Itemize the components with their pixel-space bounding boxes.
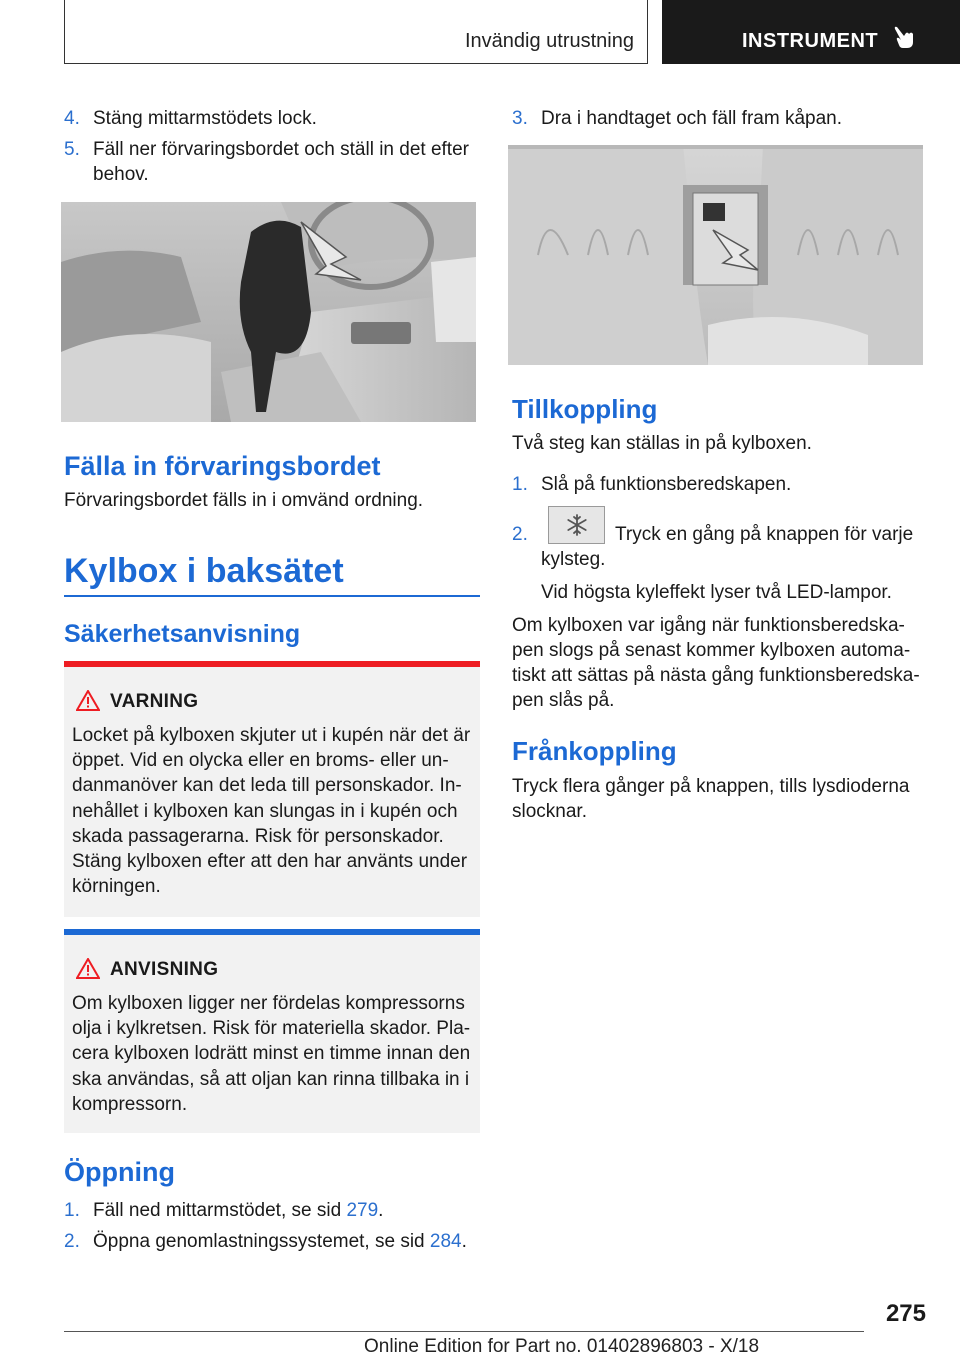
step-number: 4.	[64, 108, 80, 129]
step-text-main: Öppna genomlastningssystemet, se sid	[93, 1231, 430, 1252]
step-text	[93, 1198, 493, 1223]
step-text-main: Fäll ned mittarmstödet, se sid	[93, 1200, 347, 1221]
page-number: 275	[885, 1300, 926, 1327]
heading-safety: Säkerhetsanvisning	[64, 620, 301, 648]
armrest-table-image	[61, 202, 476, 422]
page-link-284[interactable]: 284	[429, 1231, 462, 1252]
switch-on-intro: Två steg kan ställas in på kylboxen.	[512, 433, 812, 454]
heading-opening: Öppning	[64, 1157, 175, 1187]
warning-text: Locket på kylboxen skjuter ut i kupén när det är öppet. Vid en olycka eller en broms- eller un-danmanöver kan det leda till personskador. In-nehållet i kylboxen kan slungas in i kupén och skada passagerarna. Risk för personskador. Stäng kylboxen efter att den har använts under körningen.	[72, 725, 471, 898]
header-section-title: Invändig utrustning	[464, 30, 634, 52]
note-text: Om kylboxen ligger ner fördelas kompressorns olja i kylkretsen. Risk för materiella skador. Pla-cera kylboxen lodrätt minst en timme innan den ska användas, så att oljan kan rinna tillbaka in i kompressorn.	[72, 993, 471, 1115]
note-triangle-icon	[76, 958, 100, 979]
rear-seat-cover-image	[508, 145, 923, 365]
fold-in-text: Förvaringsbordet fälls in i omvänd ordning.	[64, 490, 424, 511]
footer-edition: Online Edition for Part no. 01402896803 - X/18	[364, 1336, 760, 1357]
step-number: 1.	[512, 474, 528, 495]
header-chapter-title: INSTRUMENT	[742, 30, 879, 52]
step-text	[93, 1229, 493, 1254]
header-chapter-tab	[662, 0, 960, 64]
step-number: 1.	[64, 1200, 80, 1221]
switch-on-paragraph: Om kylboxen var igång när funktionsberedska-pen slogs på senast kommer kylboxen automa-tiskt att sättas på nästa gång funktionsberedska-pen slås på.	[512, 615, 920, 711]
heading-cooler-box: Kylbox i baksätet	[64, 552, 344, 590]
footer-rule	[64, 1331, 864, 1332]
step-text: Slå på funktionsberedskapen.	[541, 474, 792, 495]
step-text: Stäng mittarmstödets lock.	[93, 108, 317, 129]
step-number: 3.	[512, 108, 528, 129]
pointing-hand-icon	[894, 24, 916, 50]
heading-switch-on: Tillkoppling	[512, 394, 658, 424]
step-text: Dra i handtaget och fäll fram kåpan.	[541, 108, 843, 129]
step-number: 2.	[512, 524, 528, 545]
step-number: 2.	[64, 1231, 80, 1252]
step-text: Fäll ner förvaringsbordet och ställ in det efter behov.	[93, 139, 469, 185]
step-text-end: .	[461, 1231, 467, 1252]
step-number: 5.	[64, 139, 80, 160]
warning-triangle-icon	[76, 690, 100, 711]
page-link-279[interactable]: 279	[346, 1200, 379, 1221]
heading-switch-off: Frånkoppling	[512, 736, 677, 766]
warning-title: VARNING	[110, 691, 199, 712]
note-title: ANVISNING	[110, 959, 219, 980]
on-step-2-text: Tryck en gång på knappen för varje kylsteg.	[541, 524, 914, 570]
switch-off-text: Tryck flera gånger på knappen, tills lysdioderna slocknar.	[512, 776, 910, 822]
step-text-end: .	[378, 1200, 384, 1221]
warning-box	[64, 661, 480, 917]
note-box	[64, 929, 480, 1133]
on-step-2-extra: Vid högsta kyleffekt lyser två LED-lampor.	[541, 582, 892, 603]
heading-rule	[64, 595, 480, 597]
heading-fold-in: Fälla in förvaringsbordet	[64, 451, 381, 481]
